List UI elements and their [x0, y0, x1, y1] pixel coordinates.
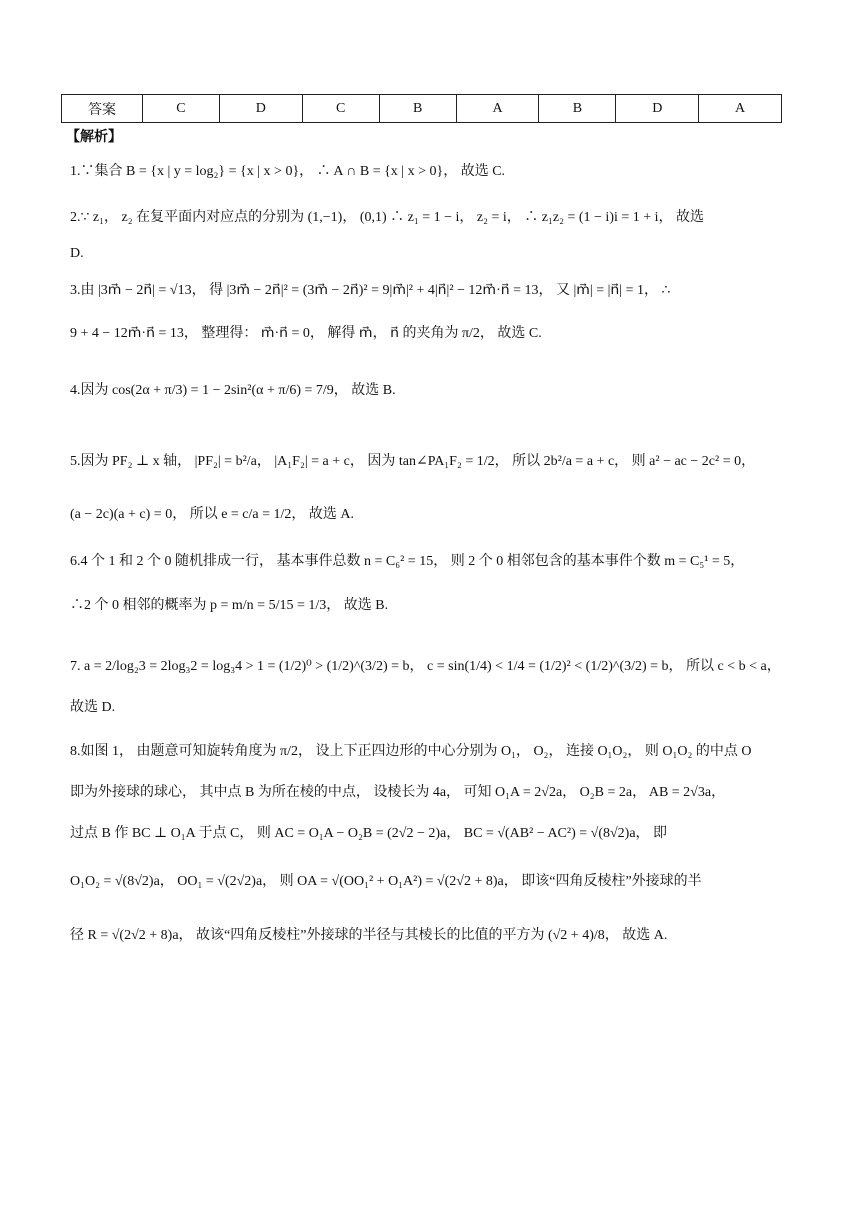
solution-7-line-1: 7. a = 2/log₂3 = 2log₃2 = log₃4 > 1 = (1/2)⁰ > (1/2)^(3/2) = b， c = sin(1/4) < 1/4 = (1/2)² < (1/2)^(3/2) = b， 所以 c < b < a，	[70, 659, 781, 674]
solution-8-line-4: O₁O₂ = √(8√2)a， OO₁ = √(2√2)a， 则 OA = √(OO₁² + O₁A²) = √(2√2 + 8)a， 即该“四角反棱柱”外接球的半	[70, 874, 702, 889]
solution-5-line-2: (a − 2c)(a + c) = 0， 所以 e = c/a = 1/2， 故选 A.	[70, 507, 355, 522]
analysis-heading: 【解析】	[66, 129, 122, 145]
answer-cell-4: B	[379, 95, 456, 123]
answer-cell-6: B	[539, 95, 616, 123]
answer-cell-3: C	[302, 95, 379, 123]
answer-row	[62, 95, 782, 123]
solution-8-line-1: 8.如图 1， 由题意可知旋转角度为 π/2， 设上下正四边形的中心分别为 O₁， O₂， 连接 O₁O₂， 则 O₁O₂ 的中点 O	[70, 744, 752, 759]
answer-cell-7: D	[616, 95, 699, 123]
answer-table	[61, 94, 782, 123]
solution-2-line-1: 2.∵ z₁， z₂ 在复平面内对应点的分别为 (1,−1)， (0,1) ∴ z₁ = 1 − i， z₂ = i， ∴ z₁z₂ = (1 − i)i = 1 + i， 故选	[70, 210, 705, 225]
answer-cell-2: D	[219, 95, 302, 123]
solution-8-line-3: 过点 B 作 BC ⊥ O₁A 于点 C， 则 AC = O₁A − O₂B = (2√2 − 2)a， BC = √(AB² − AC²) = √(8√2)a， 即	[70, 826, 668, 841]
solution-8-line-5: 径 R = √(2√2 + 8)a， 故该“四角反棱柱”外接球的半径与其棱长的比值的平方为 (√2 + 4)/8， 故选 A.	[70, 928, 668, 943]
answer-cell-5: A	[456, 95, 539, 123]
answer-cell-1: C	[143, 95, 220, 123]
solution-7-line-2: 故选 D.	[70, 700, 116, 715]
solution-3-line-1: 3.由 |3m⃗ − 2n⃗| = √13， 得 |3m⃗ − 2n⃗|² = (3m⃗ − 2n⃗)² = 9|m⃗|² + 4|n⃗|² − 12m⃗·n⃗ = 13， 又 |m⃗| = |n⃗| = 1， ∴	[70, 283, 671, 298]
solution-5-line-1: 5.因为 PF₂ ⊥ x 轴， |PF₂| = b²/a， |A₁F₂| = a + c， 因为 tan∠PA₁F₂ = 1/2， 所以 2b²/a = a + c， 则 a² − ac − 2c² = 0，	[70, 454, 756, 469]
solution-3-line-2: 9 + 4 − 12m⃗·n⃗ = 13， 整理得： m⃗·n⃗ = 0， 解得 m⃗， n⃗ 的夹角为 π/2， 故选 C.	[70, 326, 542, 341]
solution-4-line-1: 4.因为 cos(2α + π/3) = 1 − 2sin²(α + π/6) = 7/9， 故选 B.	[70, 383, 396, 398]
solution-2-line-2: D.	[70, 246, 84, 261]
answer-cell-8: A	[699, 95, 782, 123]
solution-6-line-1: 6.4 个 1 和 2 个 0 随机排成一行， 基本事件总数 n = C₆² = 15， 则 2 个 0 相邻包含的基本事件个数 m = C₅¹ = 5，	[70, 554, 745, 569]
solution-6-line-2: ∴2 个 0 相邻的概率为 p = m/n = 5/15 = 1/3， 故选 B.	[70, 598, 389, 613]
answer-header-cell: 答案	[62, 95, 143, 123]
solution-8-line-2: 即为外接球的球心， 其中点 B 为所在棱的中点， 设棱长为 4a， 可知 O₁A = 2√2a， O₂B = 2a， AB = 2√3a，	[70, 785, 726, 800]
solution-1-line-1: 1.∵集合 B = {x | y = log₂} = {x | x > 0}， ∴ A ∩ B = {x | x > 0}， 故选 C.	[70, 164, 506, 179]
